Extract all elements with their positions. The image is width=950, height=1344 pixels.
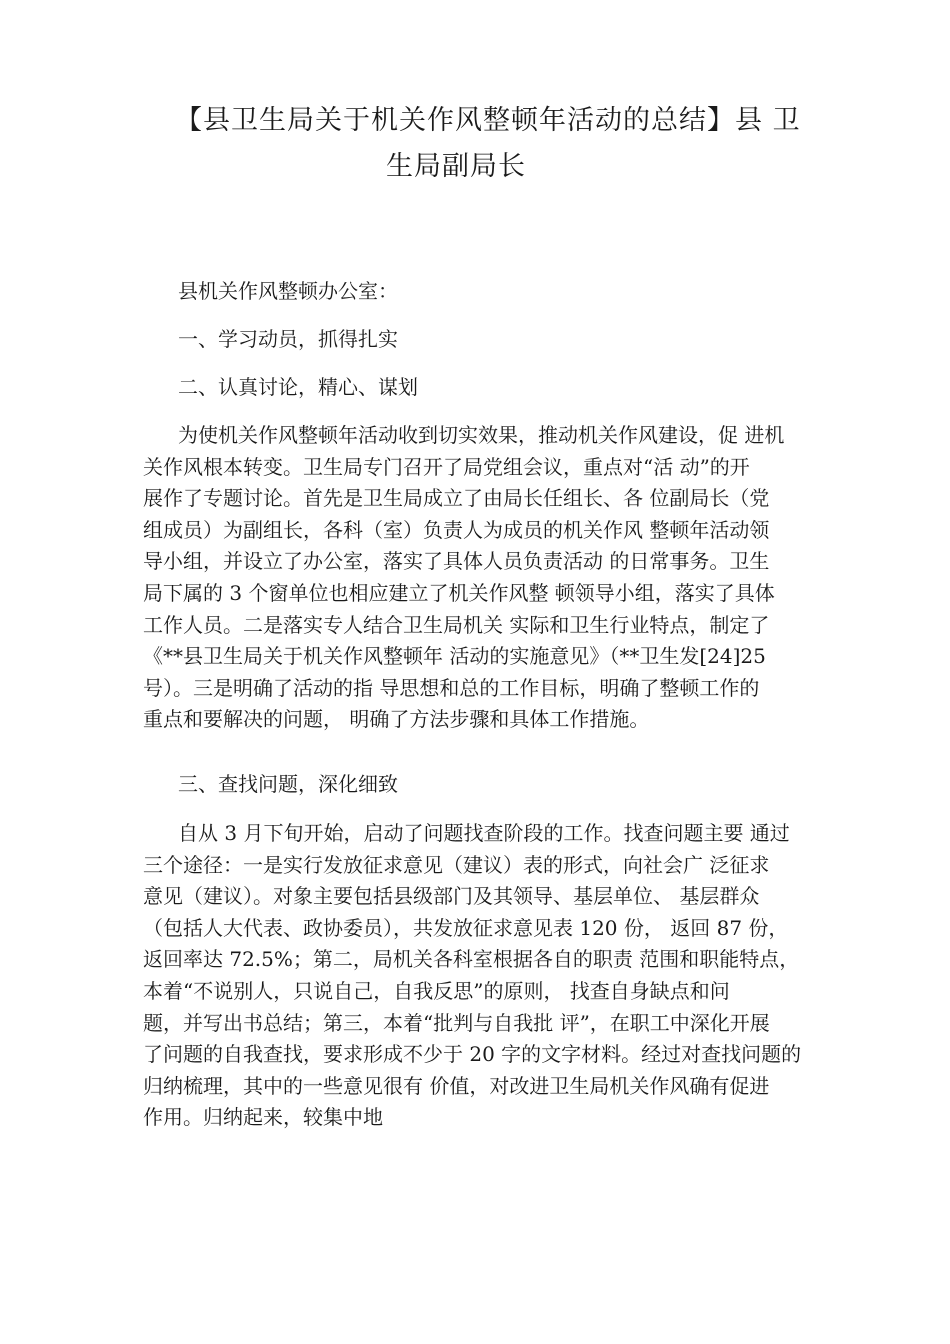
salutation: 县机关作风整顿办公室： bbox=[178, 279, 398, 303]
section-heading-2: 二、认真讨论，精心、谋划 bbox=[178, 375, 418, 399]
paragraph-line: 组成员）为副组长，各科（室）负责人为成员的机关作风 整顿年活动领 bbox=[143, 517, 770, 542]
paragraph-1 bbox=[143, 420, 833, 736]
paragraph-line: 导小组，并设立了办公室，落实了具体人员负责活动 的日常事务。卫生 bbox=[143, 549, 770, 574]
section-heading-1: 一、学习动员，抓得扎实 bbox=[178, 327, 398, 351]
paragraph-line: 意见（建议）。对象主要包括县级部门及其领导、基层单位、 基层群众 bbox=[143, 884, 760, 909]
section-heading-3: 三、查找问题，深化细致 bbox=[178, 772, 398, 796]
paragraph-line: 题，并写出书总结；第三，本着“批判与自我批 评”，在职工中深化开展 bbox=[143, 1010, 770, 1035]
paragraph-line: 归纳梳理，其中的一些意见很有 价值，对改进卫生局机关作风确有促进 bbox=[143, 1073, 770, 1098]
paragraph-line: 局下属的 3 个窗单位也相应建立了机关作风整 顿领导小组，落实了具体 bbox=[143, 580, 775, 605]
paragraph-line: 《**县卫生局关于机关作风整顿年 活动的实施意见》（**卫生发[24]25 bbox=[143, 644, 766, 669]
paragraph-line: 展作了专题讨论。首先是卫生局成立了由局长任组长、各 位副局长（党 bbox=[143, 486, 770, 511]
paragraph-line: 关作风根本转变。卫生局专门召开了局党组会议，重点对“活 动”的开 bbox=[143, 454, 750, 479]
paragraph-line: 号）。三是明确了活动的指 导思想和总的工作目标，明确了整顿工作的 bbox=[143, 675, 760, 700]
paragraph-line: 工作人员。二是落实专人结合卫生局机关 实际和卫生行业特点，制定了 bbox=[143, 612, 770, 637]
paragraph-line: 三个途径：一是实行发放征求意见（建议）表的形式，向社会广 泛征求 bbox=[143, 852, 770, 877]
paragraph-line: 了问题的自我查找，要求形成不少于 20 字的文字材料。经过对查找问题的 bbox=[143, 1042, 802, 1067]
paragraph-line: 重点和要解决的问题， 明确了方法步骤和具体工作措施。 bbox=[143, 707, 650, 732]
paragraph-line: 为使机关作风整顿年活动收到切实效果，推动机关作风建设，促 进机 bbox=[178, 423, 785, 447]
title-line-2: 生局副局长 bbox=[386, 151, 526, 182]
paragraph-line: 本着“不说别人，只说自己，自我反思”的原则， 找查自身缺点和问 bbox=[143, 978, 730, 1003]
paragraph-line: （包括人大代表、政协委员），共发放征求意见表 120 份， 返回 87 份， bbox=[143, 915, 789, 940]
paragraph-line: 作用。归纳起来，较集中地 bbox=[143, 1105, 383, 1130]
title-line-1: 【县卫生局关于机关作风整顿年活动的总结】县 卫 bbox=[175, 105, 801, 136]
paragraph-line: 返回率达 72.5%；第二，局机关各科室根据各自的职责 范围和职能特点， bbox=[143, 947, 800, 972]
document-title bbox=[175, 98, 855, 190]
paragraph-2 bbox=[143, 818, 833, 1134]
paragraph-line: 自从 3 月下旬开始，启动了问题找查阶段的工作。找查问题主要 通过 bbox=[178, 821, 790, 845]
